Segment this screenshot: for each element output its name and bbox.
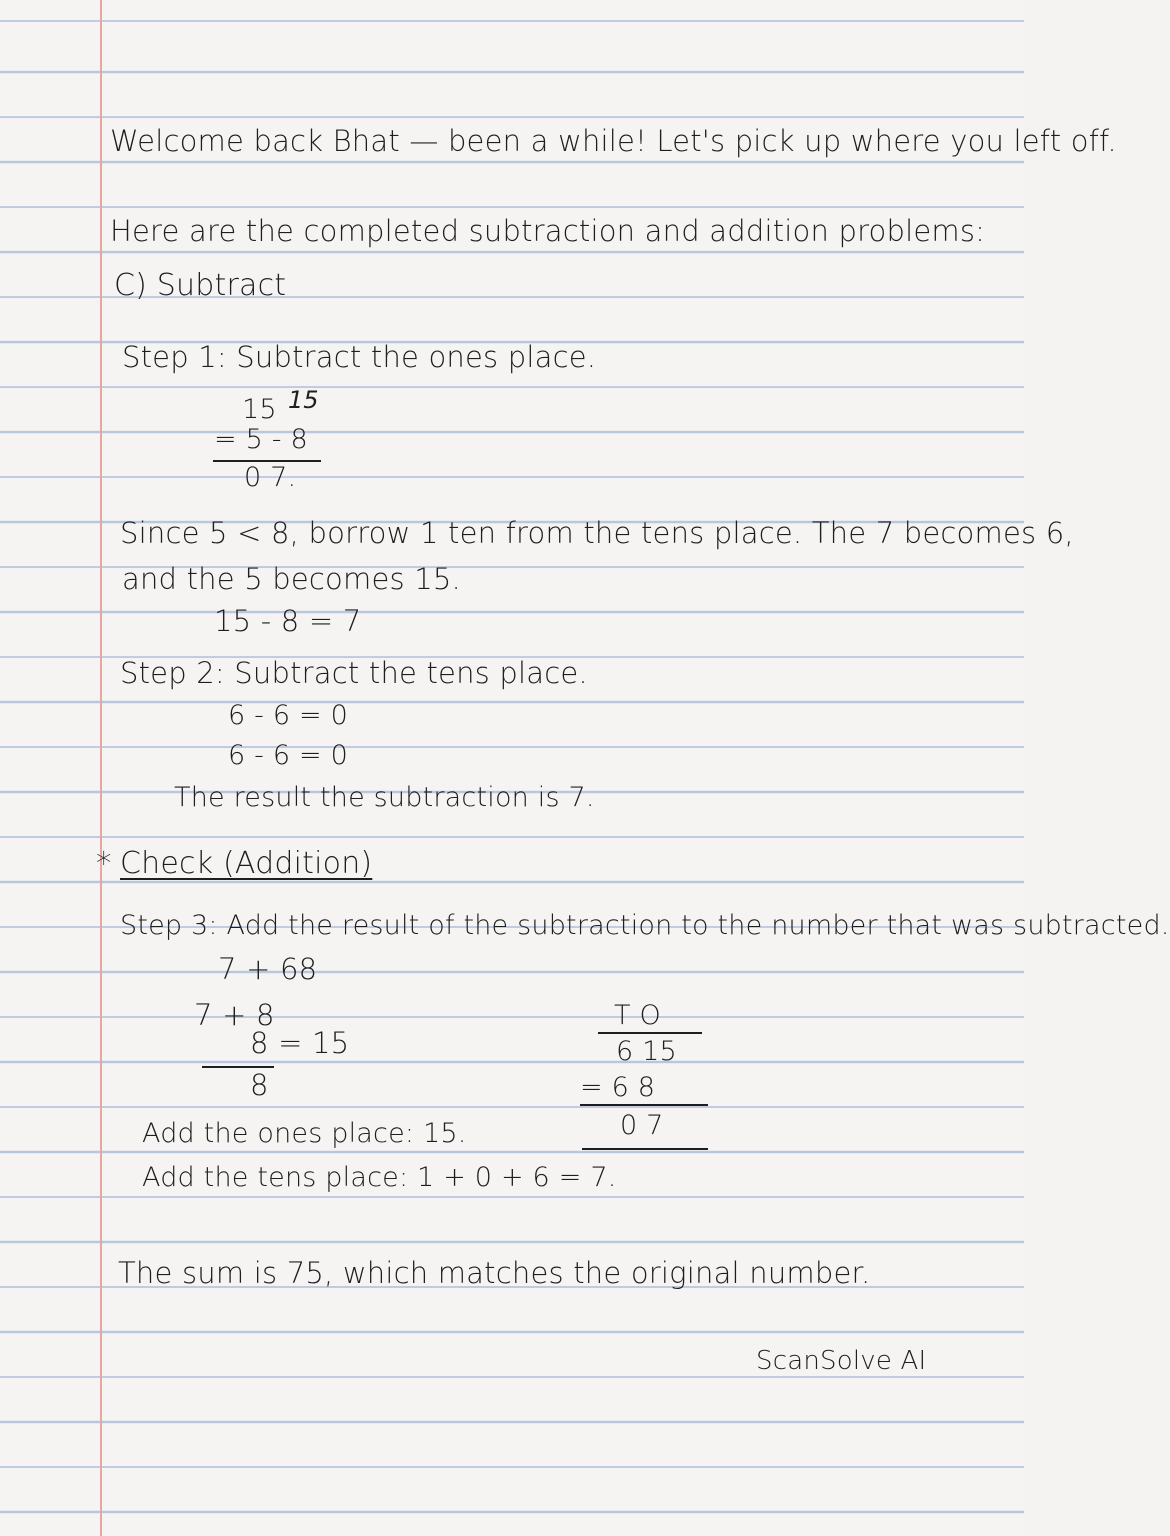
signature-text: ScanSolve AI: [756, 1346, 927, 1376]
column-carry: 15: [288, 386, 319, 414]
table-rule-top: [598, 1032, 702, 1034]
column-top: 15: [242, 394, 277, 425]
table-header: T O: [614, 1000, 661, 1031]
step3-label: Step 3: Add the result of the subtraction to the number that was subtracted.: [120, 910, 1170, 941]
tens-place-text: Add the tens place: 1 + 0 + 6 = 7.: [142, 1162, 617, 1193]
greeting-text: Welcome back Bhat — been a while! Let's pick up where you left off.: [110, 124, 1117, 158]
check-heading: Check (Addition): [120, 846, 373, 881]
star-marker: *: [96, 846, 112, 882]
borrow-line-1: Since 5 < 8, borrow 1 ten from the tens place. The 7 becomes 6,: [120, 516, 1074, 550]
conclusion-text: The sum is 75, which matches the original number.: [118, 1256, 871, 1290]
margin-line: [100, 0, 102, 1536]
step1-label: Step 1: Subtract the ones place.: [122, 340, 597, 374]
column-middle: = 5 - 8: [214, 424, 308, 455]
check-line-1: 7 + 68: [218, 952, 318, 986]
check-line-2: 7 + 8: [194, 998, 275, 1032]
subtraction-result: The result the subtraction is 7.: [174, 782, 595, 813]
table-rule-bottom: [582, 1148, 708, 1150]
table-row-1: 6 15: [616, 1036, 677, 1067]
check-line-4: 8: [250, 1068, 269, 1102]
table-row-3: 0 7: [620, 1110, 664, 1141]
borrow-line-2: and the 5 becomes 15.: [122, 562, 461, 596]
subtract-heading: C) Subtract: [114, 268, 287, 303]
step2-label: Step 2: Subtract the tens place.: [120, 656, 588, 690]
table-rule-mid: [580, 1104, 708, 1106]
table-row-2: = 6 8: [580, 1072, 656, 1103]
lead-text: Here are the completed subtraction and addition problems:: [110, 214, 986, 248]
tens-equation-1: 6 - 6 = 0: [228, 700, 349, 731]
check-line-3: 8 = 15: [250, 1026, 350, 1060]
column-result: 0 7.: [244, 462, 297, 493]
ones-equation: 15 - 8 = 7: [214, 604, 362, 638]
tens-equation-2: 6 - 6 = 0: [228, 740, 349, 771]
ones-place-text: Add the ones place: 15.: [142, 1118, 467, 1149]
